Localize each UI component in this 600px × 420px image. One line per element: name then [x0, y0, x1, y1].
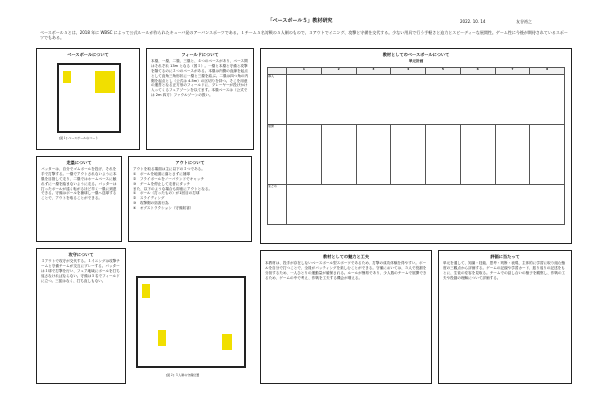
out-item: ① ボールを地面に落とさずに捕球	[133, 172, 191, 177]
panel-field-title: フィールドについて	[181, 52, 219, 57]
out-item: ③ ゲームを停止して走者にタッチ	[133, 181, 191, 186]
panel-out-text: アウトを取る場面は主に以下の３つである。	[133, 167, 205, 172]
panel-batter-text: バッターは、自分でゴムボールを投げ、それを手で打撃する。一塁でアウトされないように本塁を目指して走り、二塁ではホームベースに触れずに一塁を踏まないように走る。バッターは打ったボールが遠く転がるほど早く一塁に到達できる。守備はボールを捕球し一塁へ送球することで、アウトを取ることができる。	[41, 167, 117, 201]
date: 2022. 10. 14	[460, 19, 486, 24]
hour-header: 6	[460, 68, 495, 75]
page-title: 「ベースボール５」教材研究	[267, 18, 333, 24]
row-label: まとめ	[268, 185, 287, 225]
panel-unit-title: 教材としてのベースボールについて	[382, 52, 450, 57]
panel-batter-title: 走塁について	[66, 160, 92, 165]
hour-header: 1	[287, 68, 322, 75]
court-diagram	[57, 63, 121, 133]
hour-header: 5	[426, 68, 461, 75]
panel-attack-title: 攻守について	[68, 252, 94, 257]
panel-positions	[132, 268, 250, 384]
panel-out	[128, 156, 252, 242]
panel-field-text: 本塁、一塁、二塁、三塁と、４つのベースがあり、ベース間はそれぞれ 13m となる（図１）。一塁と本塁と守備と攻撃を隔てるのに２つのベースがある。本塁は内側の直線を起点として直角三角形状に一塁と三塁を結ぶ。二塁は四つ角の内側を起点とし（公式は 4.5m）の区切りを持つ。そこを用意の運営となる正方形のフィールドに、プレーヤーが投げかけ入ってくるフェアゾーンを以てます。本塁ベースは（公式では 2m 四方）ファウルゾーンの扱い。	[151, 59, 249, 98]
panel-attack-text: ３アウトで攻守が交代する。１イニングは攻撃チームと守備チームが交互にプレーする。バッターは１球で打撃を行い、フェア地域にボールを打ち返さなければならない。守備は５名でフィールドに立つ。三振はなく、打ち直しもない。	[41, 259, 120, 283]
panel-about	[36, 48, 140, 150]
panel-attack	[36, 248, 126, 384]
intro-text: ベースボール５とは、2018 年に WBSC によって公式ルールが作られたキューバ発のアーバンスポーツである。１チーム５名対戦の５人制のもので、３アウトでイニング、攻撃と守備を交代する。少ない用具で行う手軽さと迫力とスピーディーな展開性。ゲーム性に今後が期待されているスポーツでもある。	[40, 30, 568, 41]
out-item: ① ボール（打ったもの）が1回目の打球	[133, 191, 200, 196]
out-item: ② フライボールをノーバウンドでキャッチ	[133, 176, 205, 181]
out-item: ② スライディング	[133, 196, 165, 201]
unit-plan-table	[267, 67, 565, 225]
panel-evaluation	[438, 250, 572, 384]
author: 友谷裕之	[516, 19, 532, 24]
court-caption: [図１] ベースボールのコート	[59, 136, 99, 140]
panel-about-title: ベースボールについて	[67, 52, 109, 57]
panel-field	[146, 48, 254, 150]
hour-header: 3	[356, 68, 391, 75]
hour-header: 4	[391, 68, 426, 75]
hour-header: 8	[530, 68, 565, 75]
row-label: 展開	[268, 125, 287, 185]
panel-evaluation-title: 評価に当たって	[490, 254, 520, 259]
panel-appeal-title: 教材としての魅力と工夫	[322, 254, 370, 259]
panel-appeal-text: 本教材は、投手が存在しないベースボール型スポーツであるため、打撃の成功体験を得やすい。ボールを自分で打つことで、全員がバッティングを楽しむことができる。守備においては、５人で役割を分担するため、一人ひとりの運動量が確保される。ルールが簡易であり、少人数のチームで展開できるため、ゲームの中で考え、作戦を工夫する機会が増える。	[265, 261, 427, 280]
panel-evaluation-text: 単元を通して、知識・技能、思考・判断・表現、主体的に学習に取り組む態度の三観点から評価する。ゲームの記録や学習カード、振り返りの記述をもとに、生徒の変容を見取る。チームでの話し合いの様子を観察し、作戦の工夫や役割の理解について評価する。	[443, 261, 566, 280]
hour-header: 2	[321, 68, 356, 75]
positions-caption: [図２] ５人制の守備位置	[166, 373, 200, 377]
panel-unit-subtitle: 単元計画	[408, 59, 424, 64]
panel-unit	[260, 48, 572, 244]
out-item: ③ 攻撃側の妨害行為	[133, 201, 169, 206]
positions-diagram	[136, 276, 246, 368]
hour-header: 7	[495, 68, 530, 75]
panel-out-title: アウトについて	[175, 160, 205, 165]
panel-batter	[36, 156, 122, 242]
row-label: 導入	[268, 75, 287, 125]
panel-out-text2: また、以下のような場合も即座にアウトとなる。	[133, 186, 213, 191]
out-item: ④ オブストラクション（守備妨害）	[133, 206, 194, 210]
panel-appeal	[260, 250, 432, 384]
